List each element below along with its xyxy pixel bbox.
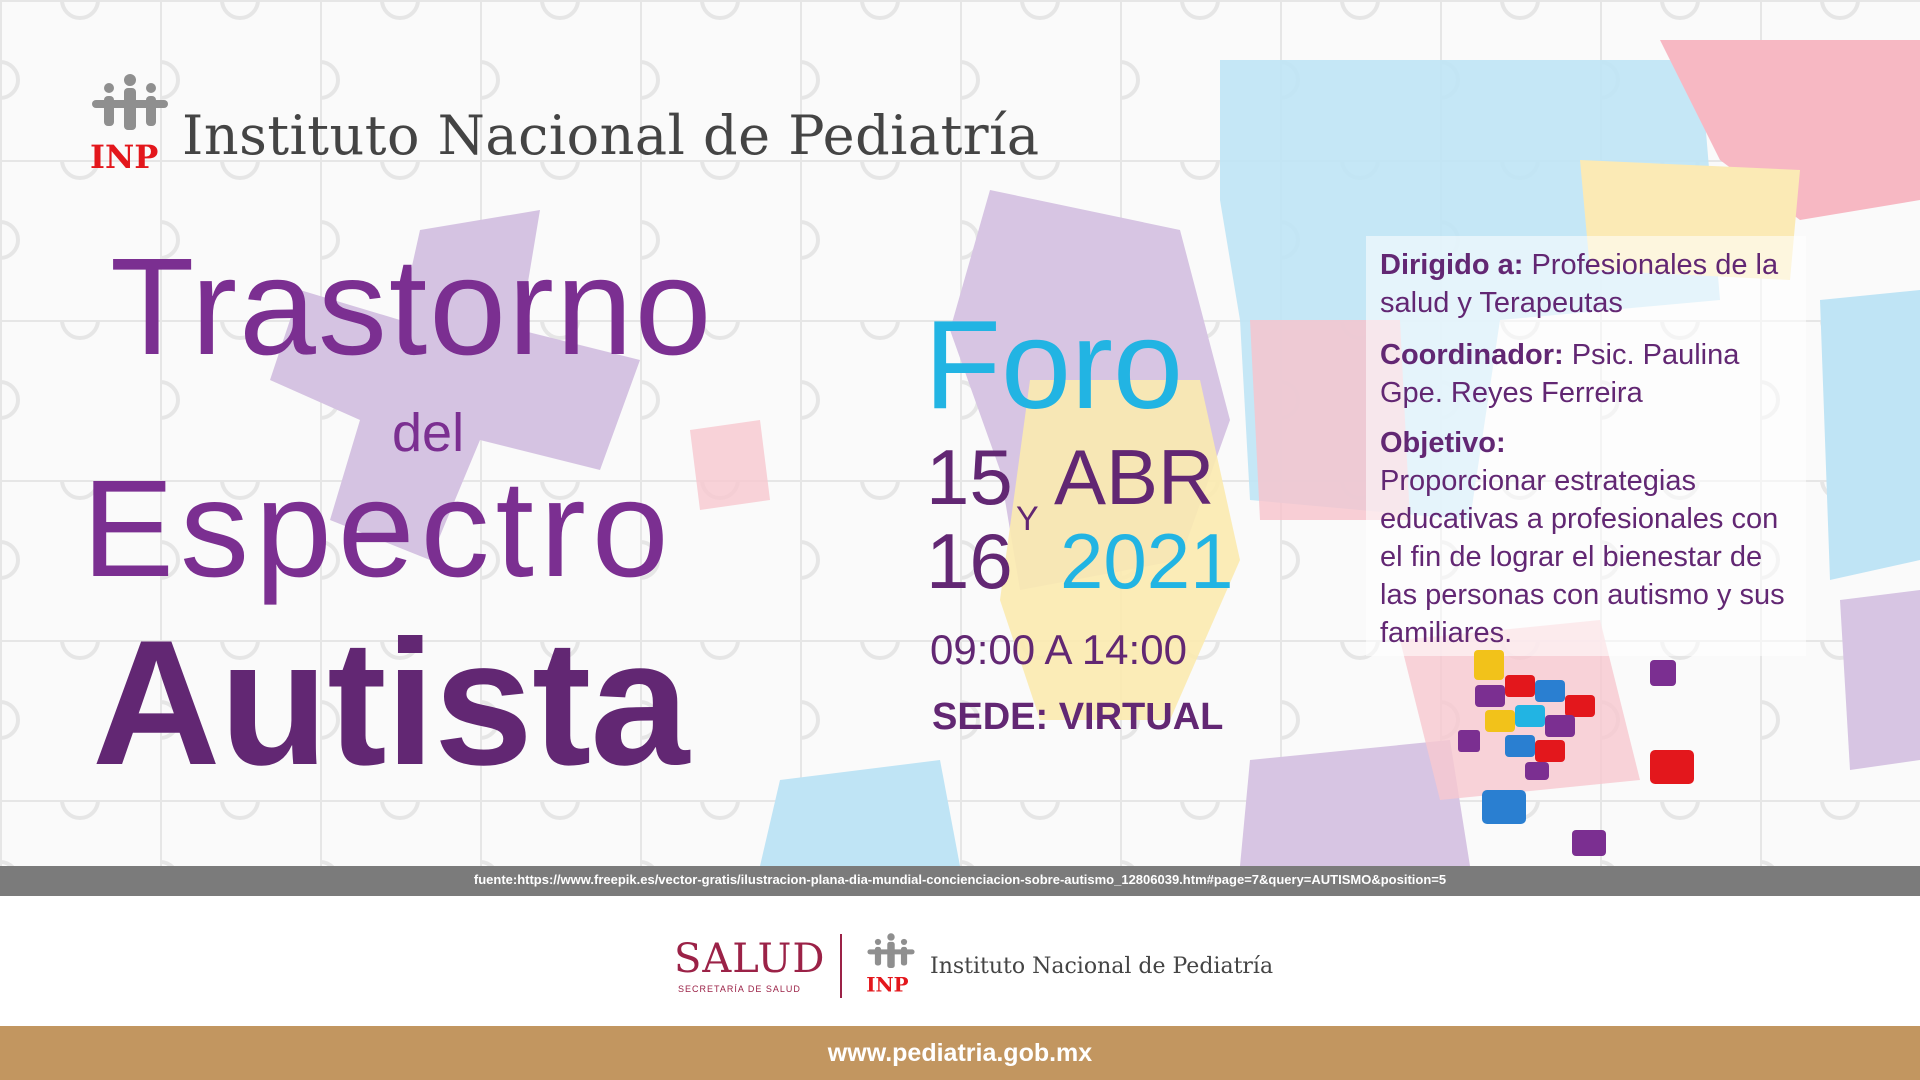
title-line-espectro: Espectro	[82, 452, 675, 606]
event-year: 2021	[1060, 517, 1234, 605]
event-date-connector: Y	[1016, 500, 1039, 538]
title-line-autista: Autista	[92, 603, 689, 802]
salud-logo-text: SALUD	[674, 936, 826, 982]
salud-subtitle: SECRETARÍA DE SALUD	[678, 984, 801, 994]
footer-institute-name: Instituto Nacional de Pediatría	[930, 954, 1274, 979]
source-bar	[0, 866, 1920, 896]
inp-logo-icon	[90, 72, 170, 172]
title-line-del: del	[392, 403, 465, 463]
audience-label: Dirigido a:	[1380, 249, 1524, 281]
footer	[0, 896, 1920, 1026]
footer-divider	[840, 934, 842, 998]
event-day-1: 15	[926, 433, 1013, 521]
event-month: ABR	[1054, 433, 1215, 521]
coordinator-label: Coordinador:	[1380, 339, 1564, 371]
website-link[interactable]: www.pediatria.gob.mx	[827, 1039, 1093, 1067]
institute-title: Instituto Nacional de Pediatría	[182, 104, 1040, 167]
lavender-puzzle-shape-right	[1840, 590, 1920, 770]
title-line-trastorno: Trastorno	[110, 230, 714, 384]
objective-label: Objetivo:	[1380, 427, 1506, 459]
event-day-2: 16	[926, 517, 1013, 605]
website-bar	[0, 1026, 1920, 1080]
source-link[interactable]: fuente:https://www.freepik.es/vector-gratis/ilustracion-plana-dia-mundial-concienciacion-sobre-autismo_12806039.htm#page=7&query=AUTISMO&position=5	[473, 872, 1447, 887]
event-type: Foro	[924, 294, 1184, 435]
objective-value: Proporcionar estrategias educativas a profesionales con el fin de lograr el bienestar de las personas con autismo y sus familiares.	[1380, 465, 1785, 649]
event-hours: 09:00 A 14:00	[930, 626, 1187, 673]
inp-logo-icon	[866, 932, 916, 994]
audience-info	[1380, 246, 1800, 322]
cyan-puzzle-shape-right	[1820, 290, 1920, 580]
svg-text:INP: INP	[866, 972, 909, 994]
coordinator-value: Psic. Paulina Gpe. Reyes Ferreira	[1380, 339, 1740, 409]
svg-text:INP: INP	[90, 138, 159, 172]
event-venue: SEDE: VIRTUAL	[932, 696, 1224, 738]
coordinator-info	[1380, 336, 1800, 412]
audience-value: Profesionales de la salud y Terapeutas	[1380, 249, 1779, 319]
objective-info	[1380, 424, 1800, 652]
pink-small-puzzle	[690, 420, 770, 510]
